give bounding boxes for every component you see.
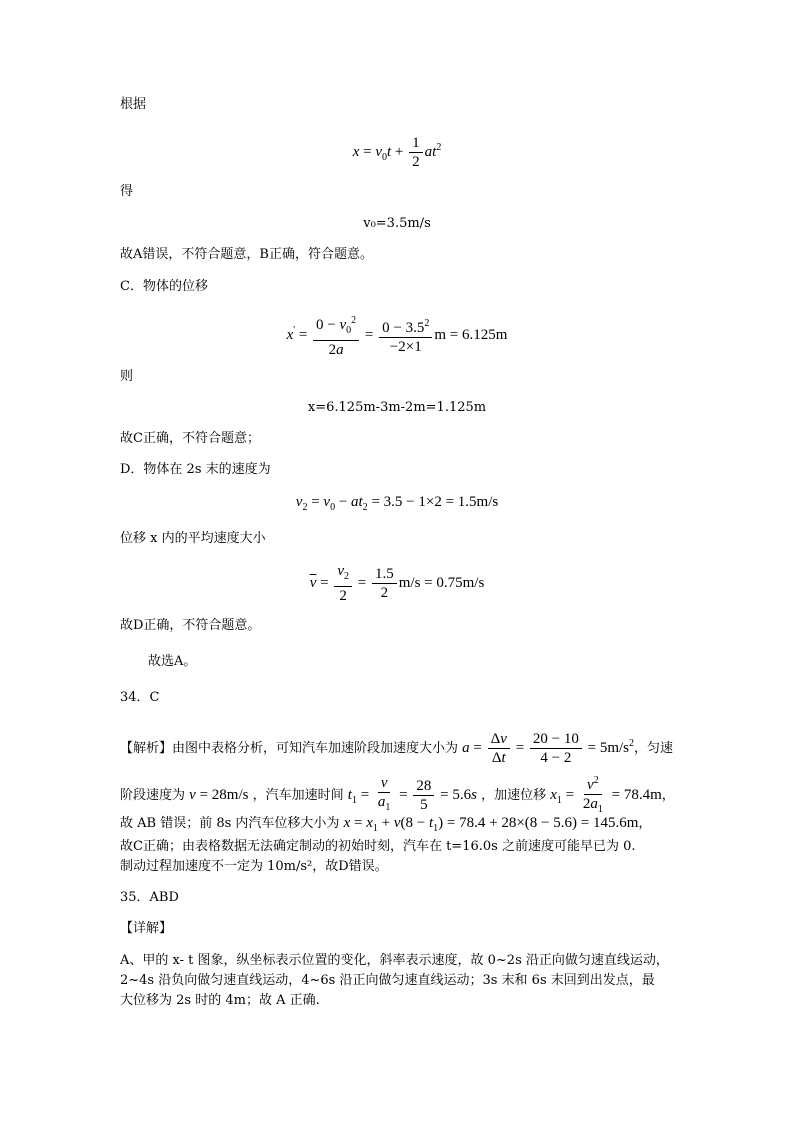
text-analysis-line4: 故C正确；由表格数据无法确定制动的初始时刻，汽车在 t=16.0s 之前速度可能早已为 0.	[120, 839, 636, 854]
text-d-velocity: D．物体在 2s 末的速度为	[120, 462, 271, 477]
text-conclusion-d: 故D正确，不符合题意。	[120, 618, 261, 633]
text-conclusion-ab: 故A错误，不符合题意，B正确，符合题意。	[120, 247, 373, 262]
text-de: 得	[120, 184, 134, 199]
text-genju: 根据	[120, 97, 147, 112]
text-analysis-line2: 阶段速度为 v = 28m/s ，汽车加速时间 $t_1$ = $\frac{v}{a_1}$ = $\frac{28}{5}$ = 5.6s ，加速位移 $x_1$ = $\frac{v^2}{2a_1}$ = 78.4m，	[120, 772, 675, 819]
text-c-displacement: C．物体的位移	[120, 279, 208, 294]
text-analysis-line5: 制动过程加速度不一定为 10m/s²，故D错误。	[120, 859, 388, 874]
text-conclusion-c: 故C正确，不符合题意；	[120, 431, 260, 446]
text-analysis-line3: 故 AB 错误；前 8s 内汽车位移大小为 $x = x_1 + v(8 - t_1) = 78.4 + 28\times(8 - 5.6) = 145.6m$，	[120, 815, 652, 834]
formula-x-result: x=6.125m-3m-2m=1.125m	[307, 400, 487, 415]
formula-vbar: $\overline{v}$ = $\frac{v_2}{2}$ = $\frac{1.5}{2}$ m/s = 0.75m/s	[309, 563, 485, 604]
text-answer-a: 故选A。	[148, 654, 197, 669]
text-detail-line1: A、甲的 x- t 图象，纵坐标表示位置的变化，斜率表示速度，故 0~2s 沿正向做匀速直线运动，	[120, 953, 669, 968]
formula-displacement: $x = v_0t$ + $\frac{1}{2}$ $at^2$	[352, 135, 442, 170]
text-q35: 35．ABD	[120, 890, 179, 905]
formula-x-prime: x' = $\frac{0 - v_0^2}{2a}$ = $\frac{0 - 3.5^2}{-2\times 1}$ m = 6.125m	[0, 312, 794, 359]
formula-v2: $v_2 = v_0 - at_2 = 3.5 - 1\times 2 = 1.5m/s$	[295, 494, 499, 513]
text-detail-header: 【详解】	[120, 921, 173, 936]
text-analysis-line1: 【解析】由图中表格分析，可知汽车加速阶段加速度大小为 a = $\frac{\Delta v}{\Delta t}$ = $\frac{20 - 10}{4 - 2}$ = $5m/s^2$，匀速	[120, 731, 674, 766]
text-detail-line2: 2~4s 沿负向做匀速直线运动，4~6s 沿正向做匀速直线运动；3s 末和 6s 末回到出发点，最	[120, 973, 655, 988]
text-ze: 则	[120, 369, 134, 384]
text-detail-line3: 大位移为 2s 时的 4m；故 A 正确.	[120, 993, 320, 1008]
text-avg-velocity: 位移 x 内的平均速度大小	[120, 531, 266, 546]
formula-v0: v₀=3.5m/s	[363, 216, 431, 231]
text-q34: 34．C	[120, 690, 160, 705]
